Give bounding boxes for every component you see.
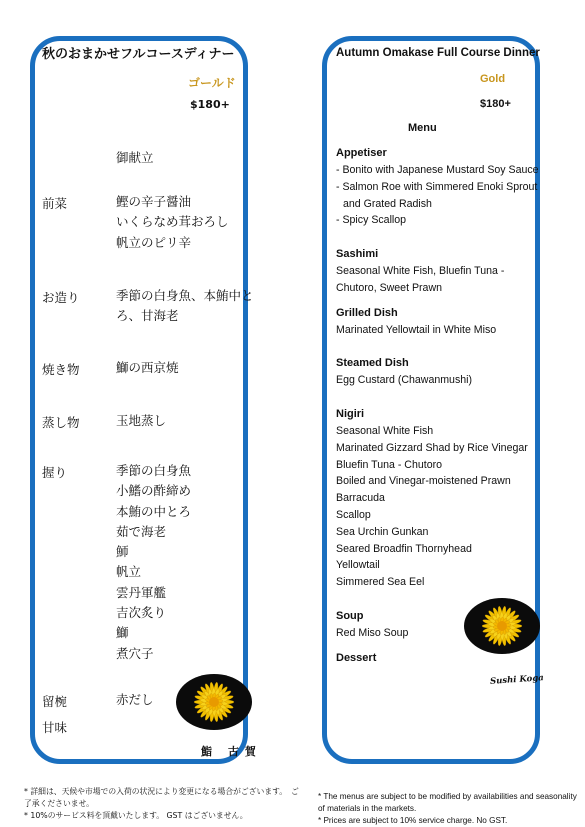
list-item: 雲丹軍艦 bbox=[116, 584, 167, 600]
en-sashimi-items bbox=[336, 263, 546, 297]
list-item: 玉地蒸し bbox=[116, 413, 167, 428]
jp-footnote-1: * 詳細は、天候や市場での入荷の状況により変更になる場合がございます。 ご了承くださいませ。 bbox=[24, 787, 299, 808]
jp-footnotes bbox=[24, 786, 304, 822]
jp-price: $180+ bbox=[190, 98, 230, 111]
en-menu-heading: Menu bbox=[408, 122, 437, 134]
en-section-nigiri: Nigiri bbox=[336, 408, 365, 420]
jp-section-steamed: 蒸し物 bbox=[42, 415, 80, 430]
list-item: 帆立のピリ辛 bbox=[116, 234, 192, 250]
list-item: Marinated Yellowtail in White Miso bbox=[336, 324, 497, 336]
list-item: Seared Broadfin Thornyhead bbox=[336, 542, 472, 555]
jp-nigiri-items bbox=[116, 461, 256, 664]
list-item: 本鮪の中とろ bbox=[116, 503, 192, 519]
list-item: Sea Urchin Gunkan bbox=[336, 525, 429, 538]
list-item: 季節の白身魚 bbox=[116, 463, 192, 478]
list-item: Yellowtail bbox=[336, 559, 380, 572]
jp-menu-title: 秋のおまかせフルコースディナー bbox=[42, 47, 235, 62]
en-appetiser-items bbox=[336, 162, 546, 229]
list-item: Boiled and Vinegar-moistened Prawn bbox=[336, 475, 511, 488]
chrysanthemum-flower-icon bbox=[176, 674, 252, 730]
list-item: 茹で海老 bbox=[116, 523, 167, 539]
en-section-appetiser: Appetiser bbox=[336, 147, 387, 159]
en-footnote-1: * The menus are subject to be modified by availabilities and seasonality of materials in the markets. bbox=[318, 792, 577, 813]
jp-grilled-items bbox=[116, 358, 256, 378]
en-tier-label: Gold bbox=[480, 73, 506, 85]
en-steamed-items bbox=[336, 372, 546, 389]
list-item: 赤だし bbox=[116, 692, 154, 707]
list-item: Barracuda bbox=[336, 492, 385, 505]
en-menu-title: Autumn Omakase Full Course Dinner bbox=[336, 47, 540, 59]
list-item: 吉次炙り bbox=[116, 605, 167, 621]
en-price: $180+ bbox=[480, 98, 511, 110]
jp-section-nigiri: 握り bbox=[42, 465, 68, 480]
jp-section-appetiser: 前菜 bbox=[42, 196, 68, 211]
jp-section-dessert: 甘味 bbox=[42, 720, 68, 735]
list-item: 小鰭の酢締め bbox=[116, 483, 192, 499]
list-item: 帆立 bbox=[116, 564, 142, 580]
list-item: Seasonal White Fish bbox=[336, 425, 434, 437]
list-item: and Grated Radish bbox=[343, 197, 432, 210]
list-item: いくらなめ茸おろし bbox=[116, 214, 229, 230]
list-item: Simmered Sea Eel bbox=[336, 576, 425, 589]
en-section-dessert: Dessert bbox=[336, 652, 377, 664]
list-item: Chutoro, Sweet Prawn bbox=[336, 281, 442, 294]
list-item: 魳 bbox=[116, 544, 129, 560]
en-section-grilled: Grilled Dish bbox=[336, 307, 398, 319]
jp-sashimi-items bbox=[116, 286, 256, 327]
list-item: 鰤 bbox=[116, 625, 129, 641]
jp-section-sashimi: お造り bbox=[42, 290, 80, 305]
en-restaurant-signature: Sushi Koga bbox=[489, 673, 545, 687]
jp-footnote-2: * 10%のサービス料を頂戴いたします。 GST はございません。 bbox=[24, 811, 248, 820]
en-footnotes bbox=[318, 791, 580, 827]
list-item: Marinated Gizzard Shad by Rice Vinegar bbox=[336, 441, 528, 454]
list-item: Red Miso Soup bbox=[336, 627, 409, 639]
jp-steamed-items bbox=[116, 411, 256, 431]
list-item: Seasonal White Fish, Bluefin Tuna - bbox=[336, 265, 505, 277]
list-item: - Salmon Roe with Simmered Enoki Sprout bbox=[336, 180, 538, 193]
list-item: - Bonito with Japanese Mustard Soy Sauce bbox=[336, 164, 539, 176]
jp-restaurant-signature: 鮨 古賀 bbox=[201, 745, 262, 758]
list-item: Bluefin Tuna - Chutoro bbox=[336, 458, 442, 471]
en-nigiri-items bbox=[336, 423, 546, 591]
jp-section-soup: 留椀 bbox=[42, 694, 68, 709]
list-item: 煮穴子 bbox=[116, 645, 154, 661]
jp-menu-heading: 御献立 bbox=[116, 150, 154, 165]
en-section-soup: Soup bbox=[336, 610, 364, 622]
en-section-steamed: Steamed Dish bbox=[336, 357, 409, 369]
en-grilled-items bbox=[336, 322, 546, 339]
jp-section-grilled: 焼き物 bbox=[42, 362, 80, 377]
list-item: Egg Custard (Chawanmushi) bbox=[336, 374, 473, 386]
list-item: 鰤の西京焼 bbox=[116, 360, 179, 375]
list-item: - Spicy Scallop bbox=[336, 214, 407, 227]
list-item: Scallop bbox=[336, 508, 371, 521]
jp-appetiser-items bbox=[116, 192, 256, 253]
list-item: 鰹の辛子醤油 bbox=[116, 194, 192, 209]
list-item: ろ、甘海老 bbox=[116, 308, 179, 324]
chrysanthemum-flower-icon bbox=[464, 598, 540, 654]
en-footnote-2: * Prices are subject to 10% service charge. No GST. bbox=[318, 816, 508, 825]
en-section-sashimi: Sashimi bbox=[336, 248, 379, 260]
list-item: 季節の白身魚、本鮪中と bbox=[116, 288, 254, 303]
jp-tier-label: ゴールド bbox=[188, 76, 236, 90]
